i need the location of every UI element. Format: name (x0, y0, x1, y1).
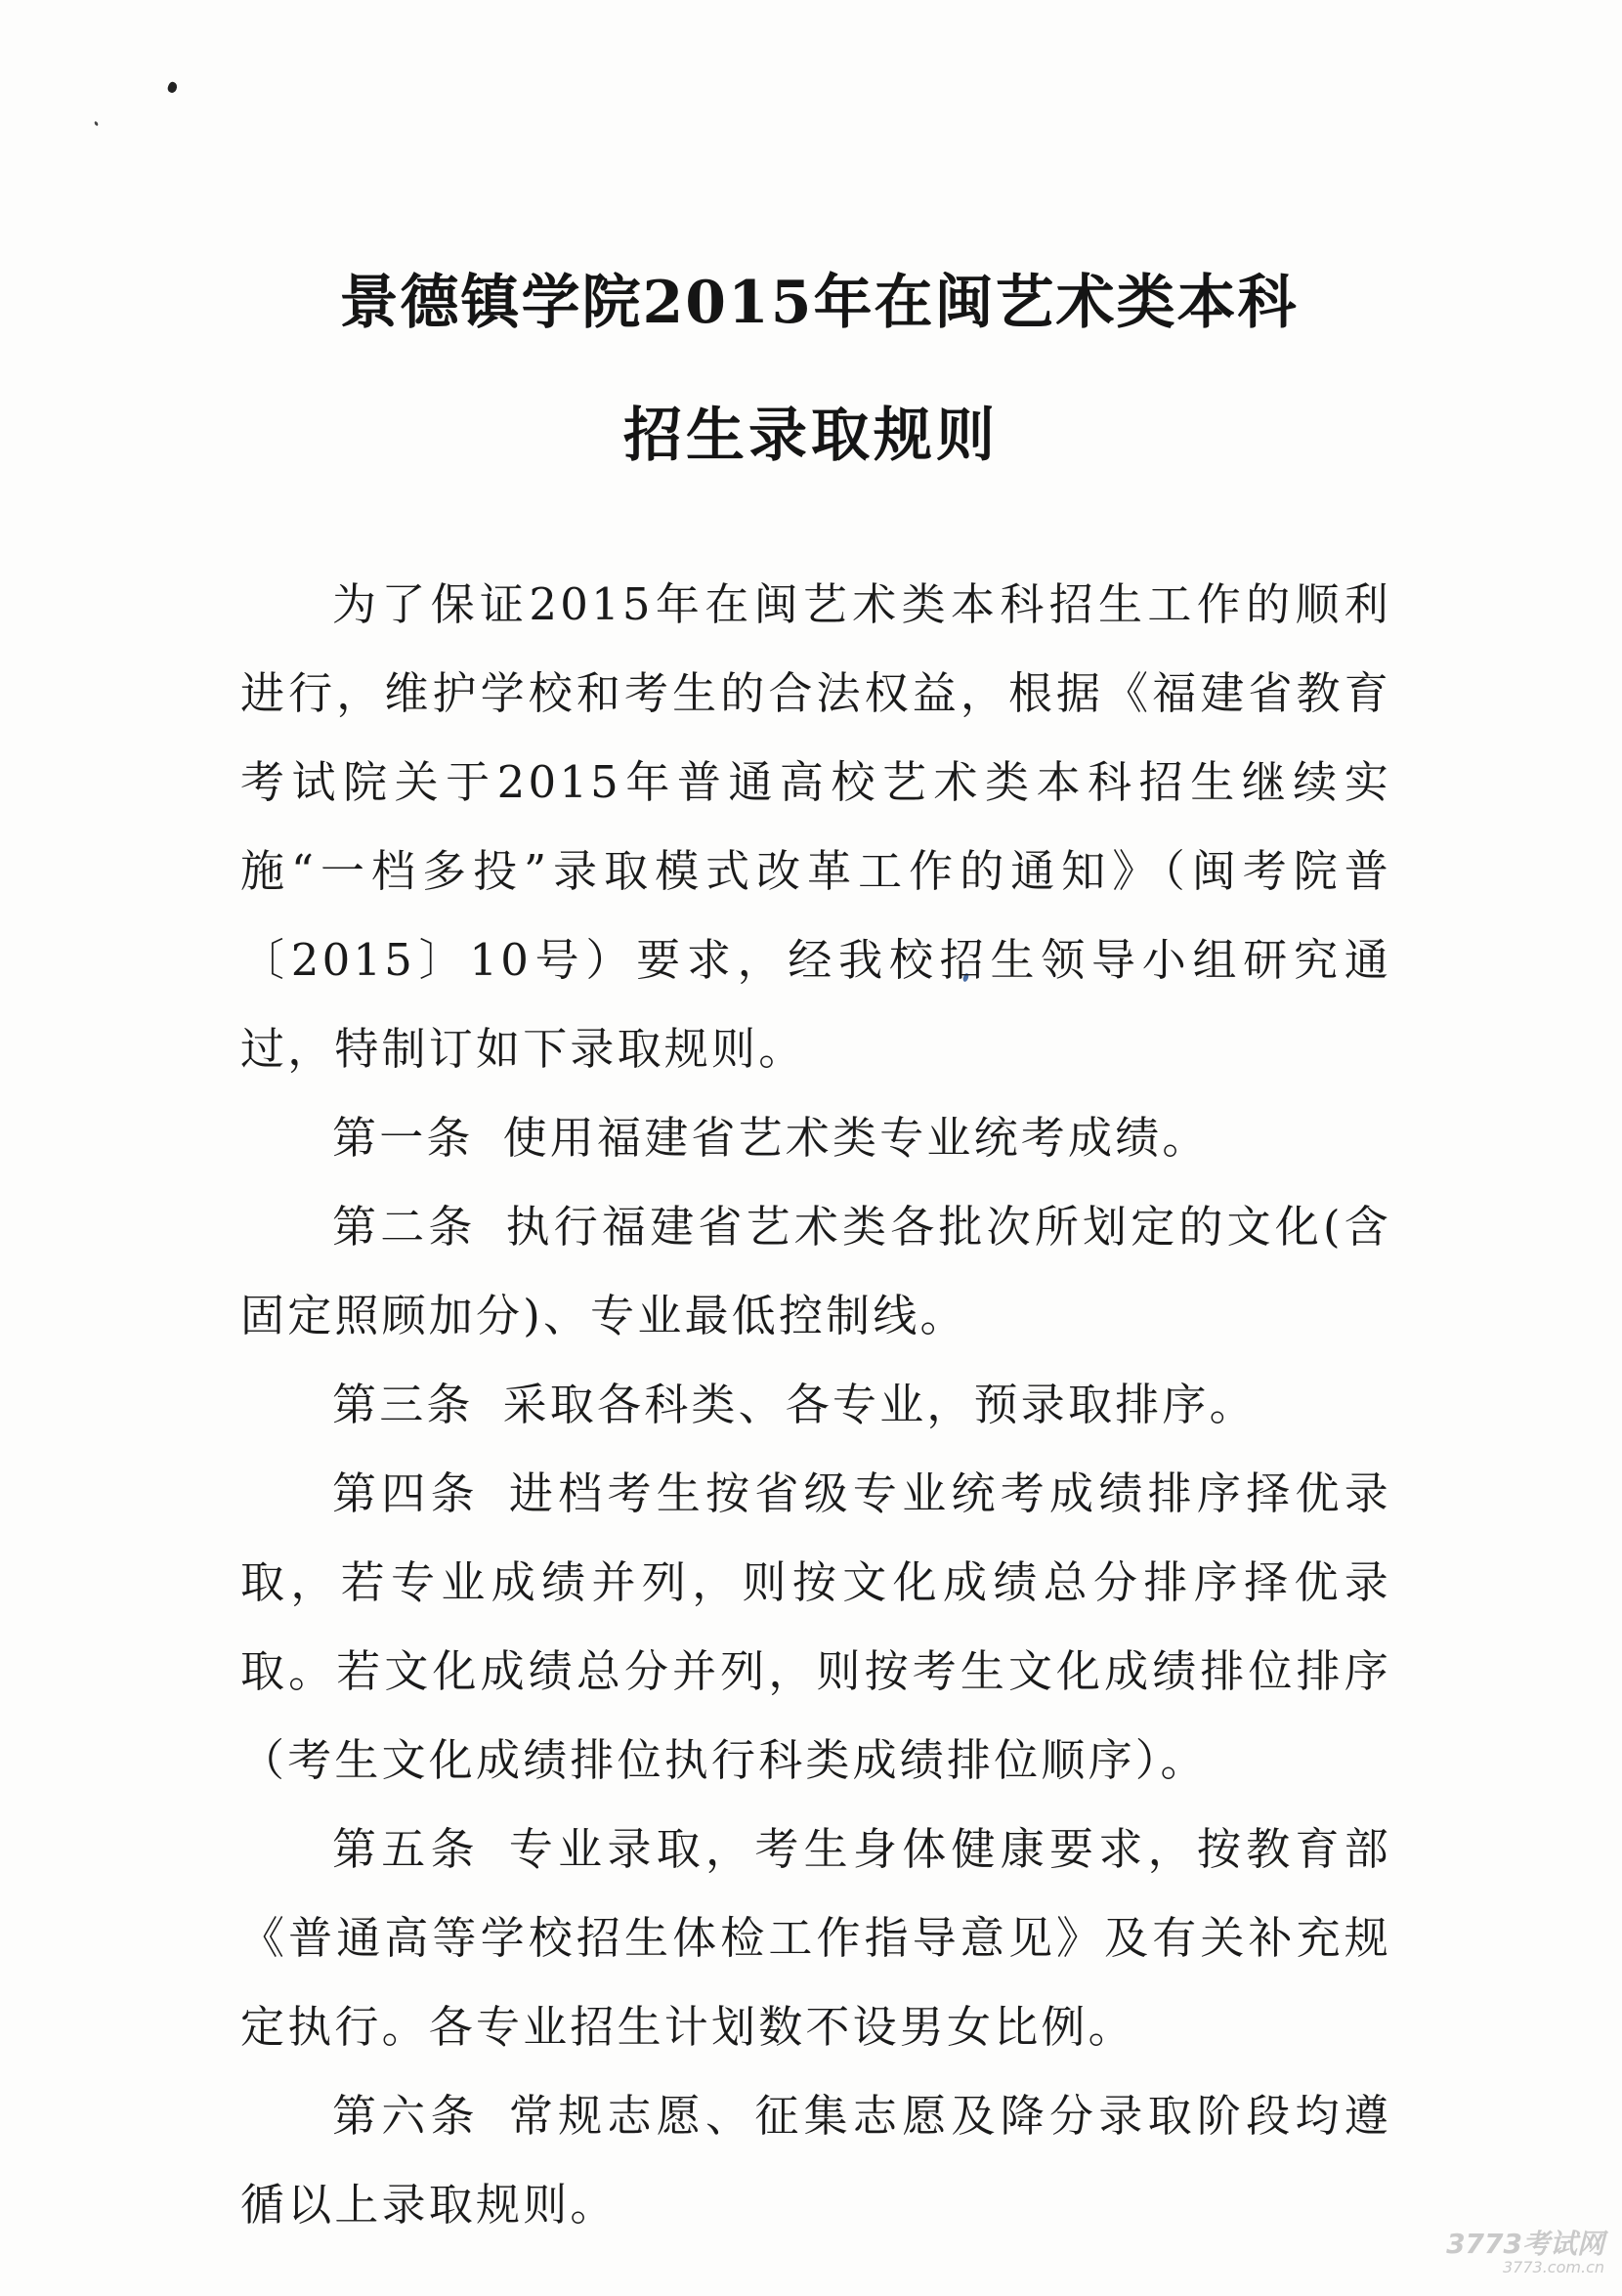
watermark-url: 3773.com.cn (1503, 2258, 1604, 2276)
article-5 (240, 1805, 1391, 2071)
document-body (240, 560, 1391, 2249)
article-label: 第四条 (332, 1467, 480, 1519)
article-label: 第五条 (332, 1823, 480, 1875)
article-text: 采取各科类、各专业，预录取排序。 (502, 1379, 1257, 1430)
article-text: 使用福建省艺术类专业统考成绩。 (502, 1112, 1210, 1164)
article-text: 常规志愿、征集志愿及降分录取阶段均遵循以上录取规则。 (240, 2090, 1391, 2231)
watermark-main: 3773考试网 (1446, 2228, 1604, 2260)
article-text: 进档考生按省级专业统考成绩排序择优录取，若专业成绩并列，则按文化成绩总分排序择优录取。若文化成绩总分并列，则按考生文化成绩排位排序（考生文化成绩排位执行科类成绩排位顺序）。 (240, 1467, 1391, 1786)
scan-speck (94, 121, 99, 127)
document-title-line2: 招生录取规则 (623, 402, 999, 470)
article-label: 第二条 (332, 1201, 477, 1253)
article-label: 第三条 (332, 1379, 474, 1430)
article-label: 第六条 (332, 2090, 480, 2142)
article-4 (240, 1449, 1391, 1805)
article-6 (240, 2071, 1391, 2249)
document-title-line1: 景德镇学院2015年在闽艺术类本科 (339, 269, 1299, 337)
article-1 (240, 1093, 1391, 1182)
article-2 (240, 1182, 1391, 1360)
article-text: 专业录取，考生身体健康要求，按教育部《普通高等学校招生体检工作指导意见》及有关补充规定执行。各专业招生计划数不设男女比例。 (240, 1823, 1391, 2053)
article-label: 第一条 (332, 1112, 474, 1164)
article-text: 执行福建省艺术类各批次所划定的文化(含固定照顾加分)、专业最低控制线。 (240, 1201, 1391, 1341)
site-watermark (1409, 2230, 1604, 2276)
scan-speck (166, 81, 179, 95)
intro-paragraph: 为了保证2015年在闽艺术类本科招生工作的顺利进行，维护学校和考生的合法权益，根据《福建省教育考试院关于2015年普通高校艺术类本科招生继续实施“一档多投”录取模式改革工作的通知》（闽考院普〔2015〕10号）要求，经我校招生领导小组研究通过，特制订如下录取规则。 (240, 578, 1391, 1075)
article-3 (240, 1360, 1391, 1449)
